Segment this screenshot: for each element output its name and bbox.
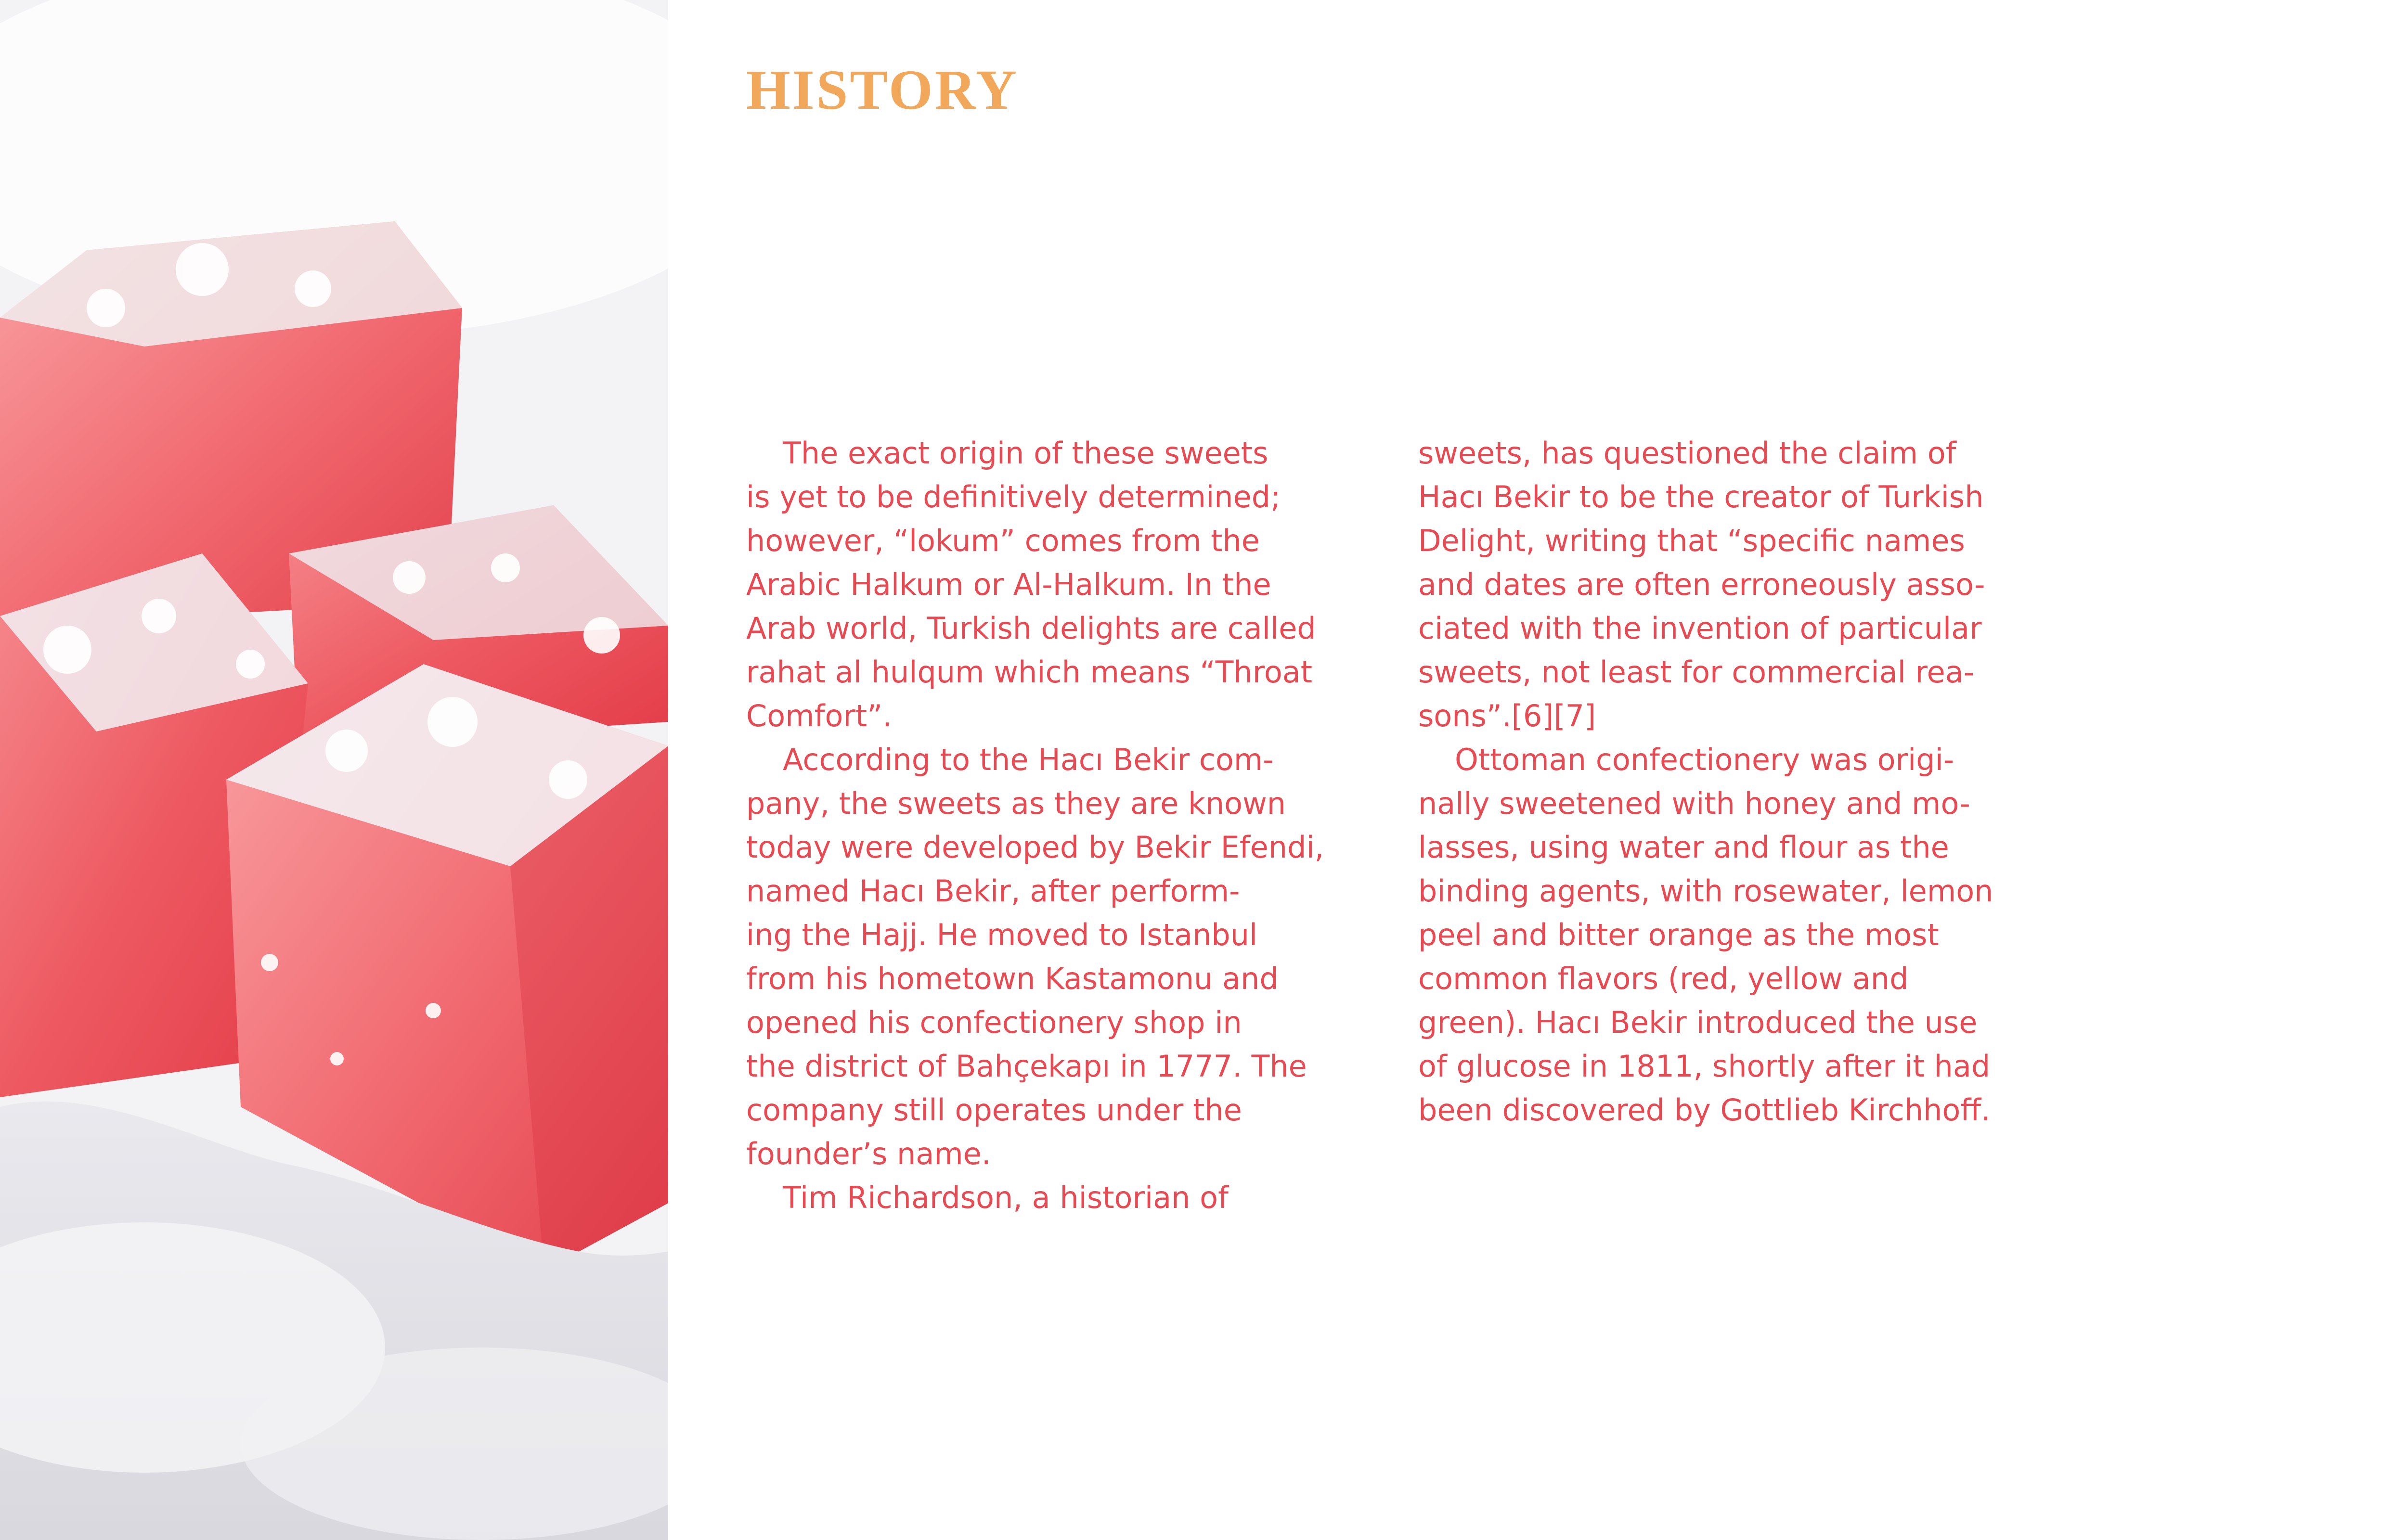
paragraph-line: the district of Bahçekapı in 1777. The <box>746 1049 1307 1084</box>
turkish-delight-photo <box>0 0 668 1540</box>
paragraph-line: Arab world, Turkish delights are called <box>746 611 1316 646</box>
paragraph-line: Hacı Bekir to be the creator of Turkish <box>1418 479 1984 514</box>
paragraph-line: Tim Richardson, a historian of <box>783 1180 1229 1215</box>
paragraph-line: from his hometown Kastamonu and <box>746 961 1279 996</box>
paragraph-line: today were developed by Bekir Efendi, <box>746 830 1324 865</box>
paragraph-line: pany, the sweets as they are known <box>746 786 1286 821</box>
paragraph-line: lasses, using water and flour as the <box>1418 830 1949 865</box>
paragraph-line: Ottoman confectionery was origi- <box>1455 742 1954 777</box>
paragraph-line: peel and bitter orange as the most <box>1418 917 1939 952</box>
paragraph-line: Comfort”. <box>746 698 893 733</box>
paragraph-line: however, “lokum” comes from the <box>746 523 1260 558</box>
paragraph-line: common flavors (red, yellow and <box>1418 961 1909 996</box>
paragraph-line: sweets, has questioned the claim of <box>1418 436 1956 471</box>
paragraph-line: of glucose in 1811, shortly after it had <box>1418 1049 1991 1084</box>
text-column-1 <box>746 431 1372 1219</box>
paragraph-line: According to the Hacı Bekir com- <box>783 742 1274 777</box>
paragraph-line: binding agents, with rosewater, lemon <box>1418 873 1993 909</box>
paragraph-line: The exact origin of these sweets <box>783 436 1268 471</box>
paragraph-line: company still operates under the <box>746 1092 1242 1128</box>
paragraph-line: green). Hacı Bekir introduced the use <box>1418 1005 1978 1040</box>
paragraph-line: nally sweetened with honey and mo- <box>1418 786 1970 821</box>
paragraph-line: rahat al hulqum which means “Throat <box>746 654 1313 690</box>
paragraph-line: ing the Hajj. He moved to Istanbul <box>746 917 1258 952</box>
paragraph-line: is yet to be definitively determined; <box>746 479 1281 514</box>
paragraph-line: ciated with the invention of particular <box>1418 611 1982 646</box>
paragraph-line: sweets, not least for commercial rea- <box>1418 654 1975 690</box>
paragraph-line: been discovered by Gottlieb Kirchhoff. <box>1418 1092 1991 1128</box>
paragraph-line: sons”.[6][7] <box>1418 698 1596 733</box>
paragraph-line: Delight, writing that “specific names <box>1418 523 1965 558</box>
paragraph-line: named Hacı Bekir, after perform- <box>746 873 1240 909</box>
page-title: HISTORY <box>746 58 1019 121</box>
paragraph-line: opened his confectionery shop in <box>746 1005 1242 1040</box>
paragraph-line: Arabic Halkum or Al-Halkum. In the <box>746 567 1271 602</box>
text-column-2 <box>1418 431 2044 1132</box>
paragraph-line: founder’s name. <box>746 1136 991 1171</box>
turkish-delight-illustration <box>0 0 668 1540</box>
paragraph-line: and dates are often erroneously asso- <box>1418 567 1985 602</box>
